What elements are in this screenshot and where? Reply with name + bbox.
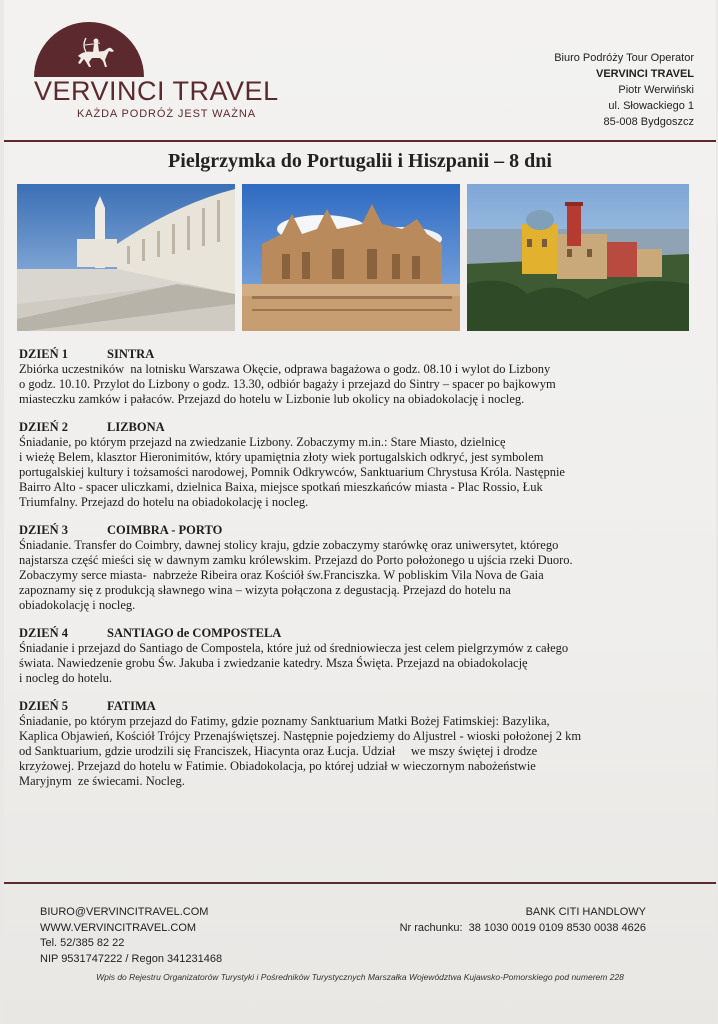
brand-tagline: KAŻDA PODRÓŻ JEST WAŻNA: [77, 108, 256, 120]
day-place: SINTRA: [107, 347, 155, 361]
day-heading: [19, 523, 709, 538]
email-link[interactable]: BIURO@VERVINCITRAVEL.COM: [40, 906, 209, 918]
day-text-line: i wieżę Belem, klasztor Hieronimitów, który upamiętnia złoty wiek portugalskich odkryć, jest symbolem: [19, 450, 544, 464]
day-section: [19, 347, 709, 407]
day-text-line: o godz. 10.10. Przylot do Lizbony o godz. 13.30, odbiór bagaży i przejazd do Sintry – spacer po bajkowym: [19, 377, 556, 391]
day-text-line: krzyżowej. Przejazd do hotelu w Fatimie. Obiadokolacja, po której udział w wieczornym nabożeństwie: [19, 759, 536, 773]
phone-number: Tel. 52/385 82 22: [40, 937, 125, 949]
day-heading: [19, 699, 709, 714]
address-owner: Piotr Werwiński: [618, 84, 694, 96]
day-heading: [19, 626, 709, 641]
day-text-line: zapoznamy się z produkcją sławnego wina – wizyta połączona z degustacją. Przejazd do hotelu na: [19, 583, 511, 597]
logo-dome: [34, 22, 144, 77]
jeronimos-monastery-photo: [242, 184, 460, 331]
address-company: VERVINCI TRAVEL: [596, 68, 694, 80]
address-street: ul. Słowackiego 1: [608, 100, 694, 112]
day-place: LIZBONA: [107, 420, 165, 434]
day-section: [19, 523, 709, 613]
day-text-line: Zbiórka uczestników na lotnisku Warszawa Okęcie, odprawa bagażowa o godz. 08.10 i wylot do Lizbony: [19, 362, 551, 376]
brand-name: VERVINCI TRAVEL: [34, 76, 279, 106]
agency-address: [554, 50, 694, 130]
day-place: FATIMA: [107, 699, 156, 713]
day-text-line: od Sanktuarium, gdzie urodzili się Franciszek, Hiacynta oraz Łucja. Udział we mszy świętej i drodze: [19, 744, 538, 758]
page-title: Pielgrzymka do Portugalii i Hiszpanii – 8 dni: [168, 150, 552, 172]
day-text-line: Śniadanie, po którym przejazd na zwiedzanie Lizbony. Zobaczymy m.in.: Stare Miasto, dzielnicę: [19, 435, 506, 449]
day-label: DZIEŃ 5: [19, 699, 68, 713]
day-label: DZIEŃ 4: [19, 626, 68, 640]
registry-note: Wpis do Rejestru Organizatorów Turystyki i Pośredników Turystycznych Marszałka Województwa Kujawsko-Pomorskiego pod numerem 228: [96, 972, 624, 982]
day-section: [19, 699, 709, 789]
day-text-line: Maryjnym ze świecami. Nocleg.: [19, 774, 185, 788]
account-row: [400, 921, 646, 937]
logo: [34, 18, 294, 128]
day-text-line: miasteczku zamków i pałaców. Przejazd do hotelu w Lizbonie lub okolicy na obiadokolację i nocleg.: [19, 392, 525, 406]
day-text-line: Zobaczymy serce miasta- nabrzeże Ribeira oraz Kościół św.Franciszka. W pobliskim Vila Nova de Gaia: [19, 568, 544, 582]
day-text-line: portugalskiej kultury i tożsamości narodowej, Pomnik Odkrywców, Sanktuarium Chrystusa Króla. Następnie: [19, 465, 565, 479]
day-text-line: Triumfalny. Przejazd do hotelu na obiadokolację i nocleg.: [19, 495, 309, 509]
account-number: 38 1030 0019 0109 8530 0038 4626: [468, 921, 646, 934]
address-line: Biuro Podróży Tour Operator: [554, 52, 694, 64]
account-label: Nr rachunku:: [399, 921, 463, 934]
day-heading: [19, 347, 709, 362]
day-text-line: świata. Nawiedzenie grobu Św. Jakuba i zwiedzanie katedry. Msza Święta. Przejazd na obiadokolację: [19, 656, 528, 670]
day-label: DZIEŃ 1: [19, 347, 68, 361]
day-text-line: i nocleg do hotelu.: [19, 671, 113, 685]
pena-palace-photo: [467, 184, 689, 331]
horse-archer-icon: [74, 34, 118, 70]
bank-name: BANK CITI HANDLOWY: [525, 906, 646, 918]
day-heading: [19, 420, 709, 435]
day-text-line: najstarsza część mieści się w dawnym zamku królewskim. Przejazd do Porto położonego u ujścia rzeki Duoro.: [19, 553, 573, 567]
bank-info: [400, 905, 646, 936]
address-city: 85-008 Bydgoszcz: [603, 116, 694, 128]
brochure-page: [4, 0, 716, 1024]
day-place: SANTIAGO de COMPOSTELA: [107, 626, 282, 640]
day-text-line: obiadokolację i nocleg.: [19, 598, 136, 612]
day-text-line: Śniadanie i przejazd do Santiago de Compostela, które już od średniowiecza jest celem pielgrzymów z całego: [19, 641, 569, 655]
day-label: DZIEŃ 3: [19, 523, 68, 537]
contact-info: [40, 905, 222, 967]
day-label: DZIEŃ 2: [19, 420, 68, 434]
fatima-sanctuary-photo: [17, 184, 235, 331]
day-text-line: Śniadanie. Transfer do Coimbry, dawnej stolicy kraju, gdzie zobaczymy starówkę oraz uniwersytet, którego: [19, 538, 559, 552]
day-text-line: Śniadanie, po którym przejazd do Fatimy, gdzie poznamy Sanktuarium Matki Bożej Fatimskiej: Bazylika,: [19, 714, 550, 728]
day-text-line: Kaplica Objawień, Kościół Trójcy Przenajświętszej. Następnie pojedziemy do Aljustrel - wioski położonej 2 km: [19, 729, 582, 743]
nip-regon: NIP 9531747222 / Regon 341231468: [40, 952, 223, 965]
day-text-line: Bairro Alto - spacer uliczkami, dzielnica Baixa, miejsce spotkań mieszkańców miasta - Plac Rossio, Łuk: [19, 480, 543, 494]
footer-divider: [4, 882, 716, 884]
day-section: [19, 626, 709, 686]
day-section: [19, 420, 709, 510]
day-place: COIMBRA - PORTO: [107, 523, 223, 537]
website-link[interactable]: WWW.VERVINCITRAVEL.COM: [40, 921, 197, 934]
header-divider: [4, 140, 716, 142]
